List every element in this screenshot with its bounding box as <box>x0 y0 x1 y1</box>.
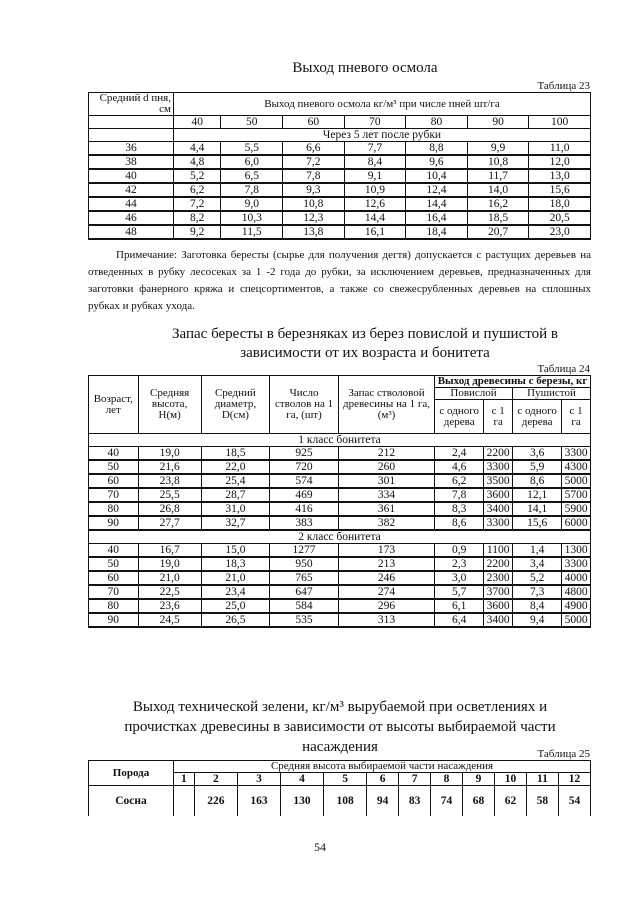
data-cell: 720 <box>270 460 339 474</box>
data-cell: 6,2 <box>435 474 484 488</box>
data-cell: 3300 <box>484 516 513 530</box>
data-cell: 22,0 <box>201 460 269 474</box>
col-header-diameter: Средний d пня, см <box>89 93 174 116</box>
value-cell: 74 <box>431 786 463 816</box>
data-cell: 12,4 <box>406 183 468 197</box>
data-cell: 20,5 <box>529 211 591 225</box>
data-cell: 5700 <box>562 488 591 502</box>
data-cell: 26,5 <box>201 613 269 627</box>
data-cell: 5000 <box>562 613 591 627</box>
data-cell: 296 <box>338 599 434 613</box>
data-cell: 12,3 <box>283 211 345 225</box>
stump-count-header: 80 <box>406 116 468 129</box>
diameter-cell: 40 <box>89 169 174 183</box>
data-cell: 4,4 <box>174 142 221 156</box>
value-cell: 130 <box>280 786 323 816</box>
data-cell: 21,0 <box>201 571 269 585</box>
data-cell: 7,8 <box>221 183 283 197</box>
data-cell: 16,2 <box>467 197 529 211</box>
table-row <box>89 474 591 488</box>
data-cell: 647 <box>270 585 339 599</box>
data-cell: 9,6 <box>406 155 468 169</box>
header-species: Порода <box>89 761 174 786</box>
value-cell: 68 <box>463 786 495 816</box>
diameter-cell: 46 <box>89 211 174 225</box>
data-cell: 301 <box>338 474 434 488</box>
table-row <box>89 211 591 225</box>
table-row <box>89 557 591 571</box>
data-cell: 4900 <box>562 599 591 613</box>
table-row <box>89 197 591 211</box>
data-cell: 9,1 <box>344 169 406 183</box>
age-cell: 90 <box>89 613 139 627</box>
age-cell: 70 <box>89 488 139 502</box>
data-cell: 15,6 <box>529 183 591 197</box>
data-cell: 2200 <box>484 557 513 571</box>
data-cell: 382 <box>338 516 434 530</box>
diameter-cell: 44 <box>89 197 174 211</box>
data-cell: 8,6 <box>513 474 562 488</box>
stump-count-header: 90 <box>467 116 529 129</box>
data-cell: 3600 <box>484 488 513 502</box>
data-cell: 9,2 <box>174 225 221 239</box>
age-cell: 90 <box>89 516 139 530</box>
data-cell: 18,4 <box>406 225 468 239</box>
header-height: Средняя высота, H(м) <box>138 376 201 434</box>
data-cell: 5000 <box>562 474 591 488</box>
data-cell: 584 <box>270 599 339 613</box>
age-cell: 70 <box>89 585 139 599</box>
data-cell: 27,7 <box>138 516 201 530</box>
data-cell: 24,5 <box>138 613 201 627</box>
age-cell: 40 <box>89 447 139 461</box>
data-cell: 4,8 <box>174 155 221 169</box>
data-cell: 8,8 <box>406 142 468 156</box>
header-stock: Запас стволовой древесины на 1 га, (м³) <box>338 376 434 434</box>
height-header: 6 <box>367 773 399 786</box>
data-cell: 3400 <box>484 613 513 627</box>
data-cell: 10,3 <box>221 211 283 225</box>
height-header: 12 <box>558 773 590 786</box>
data-cell: 3,6 <box>513 447 562 461</box>
data-cell: 260 <box>338 460 434 474</box>
data-cell: 19,0 <box>138 447 201 461</box>
data-cell: 7,2 <box>174 197 221 211</box>
data-cell: 274 <box>338 585 434 599</box>
table-row <box>89 488 591 502</box>
table-row <box>89 169 591 183</box>
age-cell: 50 <box>89 557 139 571</box>
diameter-cell: 48 <box>89 225 174 239</box>
data-cell: 950 <box>270 557 339 571</box>
table-row <box>89 155 591 169</box>
data-cell: 334 <box>338 488 434 502</box>
data-cell: 15,0 <box>201 544 269 558</box>
header-diameter: Средний диаметр, D(см) <box>201 376 269 434</box>
age-cell: 80 <box>89 502 139 516</box>
data-cell: 212 <box>338 447 434 461</box>
data-cell: 3,0 <box>435 571 484 585</box>
diameter-cell: 42 <box>89 183 174 197</box>
data-cell: 9,9 <box>467 142 529 156</box>
data-cell: 2300 <box>484 571 513 585</box>
stump-count-header: 50 <box>221 116 283 129</box>
data-cell: 469 <box>270 488 339 502</box>
data-cell: 6,1 <box>435 599 484 613</box>
header-pendula: Повислой <box>435 388 513 400</box>
stump-count-header: 60 <box>283 116 345 129</box>
data-cell: 383 <box>270 516 339 530</box>
height-header: 1 <box>174 773 195 786</box>
data-cell: 13,0 <box>529 169 591 183</box>
data-cell: 9,0 <box>221 197 283 211</box>
data-cell: 23,6 <box>138 599 201 613</box>
data-cell: 246 <box>338 571 434 585</box>
data-cell: 313 <box>338 613 434 627</box>
height-header: 5 <box>324 773 367 786</box>
data-cell: 173 <box>338 544 434 558</box>
data-cell: 28,7 <box>201 488 269 502</box>
data-cell: 10,4 <box>406 169 468 183</box>
data-cell: 2,4 <box>435 447 484 461</box>
data-cell: 22,5 <box>138 585 201 599</box>
height-header: 8 <box>431 773 463 786</box>
data-cell: 12,0 <box>529 155 591 169</box>
species-name: Сосна <box>89 786 174 816</box>
value-cell: 94 <box>367 786 399 816</box>
data-cell: 23,8 <box>138 474 201 488</box>
data-cell: 6,4 <box>435 613 484 627</box>
data-cell: 14,0 <box>467 183 529 197</box>
table-23-note: Примечание: Заготовка бересты (сырье для получения дегтя) допускается с растущих деревьев на отведенных в рубку лесосеках за 1 -2 года до рубки, за исключением деревьев, предназначенных для заготовки фанерного кряжа и спецсортиментов, а также со свежесрубленных деревьев на сплошных рубках и рубках ухода. <box>88 249 591 312</box>
data-cell: 6,6 <box>283 142 345 156</box>
data-cell: 16,1 <box>344 225 406 239</box>
data-cell: 5,9 <box>513 460 562 474</box>
data-cell: 10,8 <box>283 197 345 211</box>
age-cell: 60 <box>89 571 139 585</box>
site-class-header: 1 класс бонитета <box>89 434 591 447</box>
table-24 <box>88 375 591 628</box>
data-cell: 2200 <box>484 447 513 461</box>
data-cell: 3,4 <box>513 557 562 571</box>
data-cell: 6,2 <box>174 183 221 197</box>
value-cell: 58 <box>526 786 558 816</box>
header-per-tree: с одного дерева <box>435 400 484 434</box>
data-cell: 7,3 <box>513 585 562 599</box>
data-cell: 8,4 <box>344 155 406 169</box>
data-cell: 1100 <box>484 544 513 558</box>
table-row <box>89 599 591 613</box>
table-row <box>89 585 591 599</box>
data-cell: 925 <box>270 447 339 461</box>
data-cell: 25,4 <box>201 474 269 488</box>
page-number: 54 <box>314 840 326 854</box>
table-row <box>89 183 591 197</box>
diameter-cell: 38 <box>89 155 174 169</box>
height-header: 11 <box>526 773 558 786</box>
table-row <box>89 460 591 474</box>
value-cell: 226 <box>194 786 237 816</box>
table-row <box>89 225 591 239</box>
data-cell: 7,2 <box>283 155 345 169</box>
table-24-title: Запас бересты в березняках из берез повислой и пушистой в зависимости от их возраста и бонитета <box>172 326 558 361</box>
data-cell: 25,0 <box>201 599 269 613</box>
data-cell: 416 <box>270 502 339 516</box>
header-pubescens: Пушистой <box>513 388 591 400</box>
value-cell: 163 <box>237 786 280 816</box>
data-cell: 361 <box>338 502 434 516</box>
data-cell: 14,4 <box>406 197 468 211</box>
value-cell: 62 <box>494 786 526 816</box>
height-header: 9 <box>463 773 495 786</box>
data-cell: 5,7 <box>435 585 484 599</box>
data-cell: 3400 <box>484 502 513 516</box>
table-25-label: Таблица 25 <box>537 748 590 760</box>
data-cell: 535 <box>270 613 339 627</box>
data-cell: 2,3 <box>435 557 484 571</box>
data-cell: 4,6 <box>435 460 484 474</box>
header-height: Средняя высота выбираемой части насаждения <box>174 761 591 773</box>
data-cell: 5900 <box>562 502 591 516</box>
header-age: Возраст, лет <box>89 376 139 434</box>
data-cell: 7,7 <box>344 142 406 156</box>
stump-count-header: 70 <box>344 116 406 129</box>
data-cell: 1300 <box>562 544 591 558</box>
table-row <box>89 544 591 558</box>
data-cell: 3300 <box>562 557 591 571</box>
data-cell: 4300 <box>562 460 591 474</box>
data-cell: 21,6 <box>138 460 201 474</box>
data-cell: 7,8 <box>435 488 484 502</box>
empty-cell <box>89 129 174 142</box>
data-cell: 10,9 <box>344 183 406 197</box>
header-stem-count: Число стволов на 1 га, (шт) <box>270 376 339 434</box>
data-cell: 14,4 <box>344 211 406 225</box>
data-cell: 18,5 <box>467 211 529 225</box>
data-cell: 18,5 <box>201 447 269 461</box>
value-cell: 54 <box>558 786 590 816</box>
data-cell: 20,7 <box>467 225 529 239</box>
age-cell: 40 <box>89 544 139 558</box>
table-23-title: Выход пневого осмола <box>292 60 438 76</box>
data-cell: 18,3 <box>201 557 269 571</box>
data-cell: 9,4 <box>513 613 562 627</box>
data-cell: 11,5 <box>221 225 283 239</box>
data-cell: 8,6 <box>435 516 484 530</box>
header-yield: Выход древесины с березы, кг <box>435 376 591 388</box>
height-header: 2 <box>194 773 237 786</box>
stump-count-header: 40 <box>174 116 221 129</box>
diameter-cell: 36 <box>89 142 174 156</box>
data-cell: 3700 <box>484 585 513 599</box>
table-25-title: Выход технической зелени, кг/м³ вырубаемой при осветлениях и прочистках древесины в зависимости от высоты выбираемой части насаждения <box>124 699 556 755</box>
data-cell: 16,4 <box>406 211 468 225</box>
data-cell: 5,5 <box>221 142 283 156</box>
value-cell: 108 <box>324 786 367 816</box>
data-cell: 213 <box>338 557 434 571</box>
table-25 <box>88 760 591 816</box>
sub-header: Через 5 лет после рубки <box>174 129 591 142</box>
site-class-header: 2 класс бонитета <box>89 530 591 544</box>
data-cell: 12,1 <box>513 488 562 502</box>
table-23-label: Таблица 23 <box>537 80 590 92</box>
data-cell: 9,3 <box>283 183 345 197</box>
data-cell: 3300 <box>484 460 513 474</box>
empty-cell <box>89 116 174 129</box>
data-cell: 23,0 <box>529 225 591 239</box>
data-cell: 4000 <box>562 571 591 585</box>
height-header: 4 <box>280 773 323 786</box>
data-cell: 11,7 <box>467 169 529 183</box>
group-header: Выход пневого осмола кг/м³ при числе пней шт/га <box>174 93 591 116</box>
data-cell: 10,8 <box>467 155 529 169</box>
table-row <box>89 516 591 530</box>
data-cell: 1277 <box>270 544 339 558</box>
height-header: 7 <box>399 773 431 786</box>
data-cell: 0,9 <box>435 544 484 558</box>
data-cell: 25,5 <box>138 488 201 502</box>
table-row <box>89 142 591 156</box>
data-cell: 14,1 <box>513 502 562 516</box>
data-cell: 1,4 <box>513 544 562 558</box>
data-cell: 6,5 <box>221 169 283 183</box>
table-row <box>89 502 591 516</box>
table-row <box>89 571 591 585</box>
data-cell: 32,7 <box>201 516 269 530</box>
data-cell: 5,2 <box>174 169 221 183</box>
table-row <box>89 613 591 627</box>
data-cell: 8,2 <box>174 211 221 225</box>
data-cell: 23,4 <box>201 585 269 599</box>
data-cell: 31,0 <box>201 502 269 516</box>
data-cell: 3300 <box>562 447 591 461</box>
data-cell: 3600 <box>484 599 513 613</box>
data-cell: 5,2 <box>513 571 562 585</box>
data-cell: 16,7 <box>138 544 201 558</box>
data-cell: 6,0 <box>221 155 283 169</box>
age-cell: 80 <box>89 599 139 613</box>
data-cell: 21,0 <box>138 571 201 585</box>
value-cell <box>174 786 195 816</box>
height-header: 10 <box>494 773 526 786</box>
value-cell: 83 <box>399 786 431 816</box>
data-cell: 3500 <box>484 474 513 488</box>
data-cell: 15,6 <box>513 516 562 530</box>
data-cell: 6000 <box>562 516 591 530</box>
header-per-tree: с одного дерева <box>513 400 562 434</box>
data-cell: 8,4 <box>513 599 562 613</box>
data-cell: 12,6 <box>344 197 406 211</box>
data-cell: 574 <box>270 474 339 488</box>
age-cell: 50 <box>89 460 139 474</box>
data-cell: 11,0 <box>529 142 591 156</box>
table-23 <box>88 92 591 240</box>
header-per-ha: с 1 га <box>562 400 591 434</box>
data-cell: 7,8 <box>283 169 345 183</box>
header-per-ha: с 1 га <box>484 400 513 434</box>
data-cell: 765 <box>270 571 339 585</box>
data-cell: 19,0 <box>138 557 201 571</box>
data-cell: 13,8 <box>283 225 345 239</box>
data-cell: 26,8 <box>138 502 201 516</box>
table-row <box>89 447 591 461</box>
height-header: 3 <box>237 773 280 786</box>
data-cell: 8,3 <box>435 502 484 516</box>
stump-count-header: 100 <box>529 116 591 129</box>
age-cell: 60 <box>89 474 139 488</box>
data-cell: 18,0 <box>529 197 591 211</box>
data-cell: 4800 <box>562 585 591 599</box>
table-24-label: Таблица 24 <box>537 363 590 375</box>
